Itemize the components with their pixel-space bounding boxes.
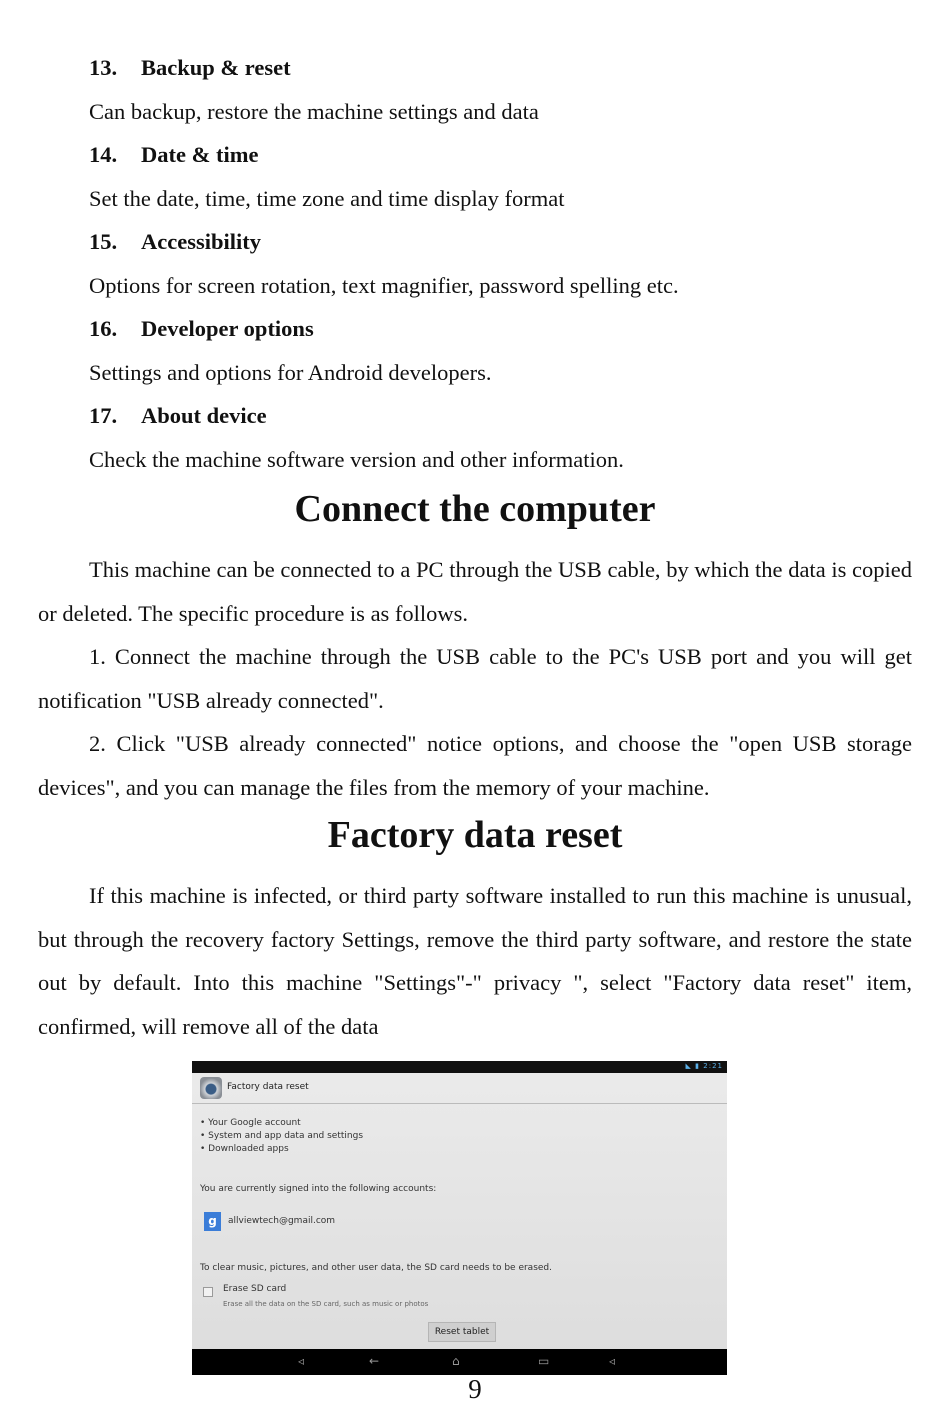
item-title: About device	[141, 403, 267, 428]
item-15-description: Options for screen rotation, text magnifier, password spelling etc.	[89, 273, 679, 298]
sd-card-note: To clear music, pictures, and other user data, the SD card needs to be erased.	[200, 1263, 553, 1273]
back-icon[interactable]: ←	[369, 1354, 380, 1368]
erase-sd-summary: Erase all the data on the SD card, such as music or photos	[223, 1300, 429, 1308]
connect-paragraph-2: 1. Connect the machine through the USB cable to the PC's USB port and you will get notification "USB already connected".	[38, 644, 912, 713]
item-number: 16.	[89, 316, 118, 341]
status-icons	[686, 1062, 723, 1070]
erase-sd-label: Erase SD card	[223, 1284, 287, 1294]
erase-list-item: • System and app data and settings	[200, 1131, 363, 1141]
item-15-heading	[89, 229, 261, 255]
erase-sd-checkbox[interactable]	[203, 1287, 213, 1297]
factory-reset-screenshot	[192, 1061, 727, 1375]
connect-paragraph-3: 2. Click "USB already connected" notice options, and choose the "open USB storage devices", and you can manage the files from the memory of your machine.	[38, 731, 912, 800]
item-number: 13.	[89, 55, 118, 80]
item-14-heading	[89, 142, 258, 168]
item-17-heading	[89, 403, 267, 429]
factory-reset-paragraph: If this machine is infected, or third party software installed to run this machine is unusual, but through the recovery factory Settings, remove the third party software, and restore the state out by default. Into this machine "Settings"-" privacy ", select "Factory data reset" item, confirmed, will remove all of the data	[38, 883, 912, 1039]
factory-reset-title: Factory data reset	[327, 814, 623, 856]
volume-up-icon[interactable]: ◃	[609, 1354, 616, 1368]
item-number: 14.	[89, 142, 118, 167]
page-number: 9	[468, 1374, 482, 1404]
wifi-icon: ◣	[685, 1062, 692, 1070]
connect-computer-title: Connect the computer	[294, 488, 656, 530]
item-13-description: Can backup, restore the machine settings and data	[89, 99, 539, 124]
item-number: 15.	[89, 229, 118, 254]
screen-title: Factory data reset	[227, 1082, 309, 1092]
action-bar	[192, 1073, 727, 1104]
erase-list-item: • Your Google account	[200, 1118, 301, 1128]
item-17-description: Check the machine software version and other information.	[89, 447, 624, 472]
account-email: allviewtech@gmail.com	[228, 1216, 336, 1226]
connect-paragraph-1: This machine can be connected to a PC through the USB cable, by which the data is copied or deleted. The specific procedure is as follows.	[38, 557, 912, 626]
home-icon[interactable]: ⌂	[452, 1354, 460, 1368]
item-16-heading	[89, 316, 314, 342]
status-time: 2:21	[703, 1062, 723, 1070]
erase-list-item: • Downloaded apps	[200, 1144, 289, 1154]
settings-app-icon[interactable]	[200, 1077, 222, 1099]
item-title: Developer options	[141, 316, 314, 341]
item-number: 17.	[89, 403, 118, 428]
item-13-heading	[89, 55, 291, 81]
volume-down-icon[interactable]: ◃	[298, 1354, 305, 1368]
item-title: Backup & reset	[141, 55, 291, 80]
battery-icon: ▮	[695, 1062, 701, 1070]
navigation-bar	[192, 1349, 727, 1375]
status-bar	[192, 1061, 727, 1073]
item-title: Accessibility	[141, 229, 261, 254]
google-account-icon: g	[204, 1212, 221, 1231]
accounts-label: You are currently signed into the following accounts:	[200, 1184, 437, 1194]
item-16-description: Settings and options for Android developers.	[89, 360, 492, 385]
item-14-description: Set the date, time, time zone and time display format	[89, 186, 565, 211]
item-title: Date & time	[141, 142, 259, 167]
recent-apps-icon[interactable]: ▭	[538, 1354, 550, 1368]
reset-tablet-button[interactable]: Reset tablet	[428, 1322, 496, 1342]
